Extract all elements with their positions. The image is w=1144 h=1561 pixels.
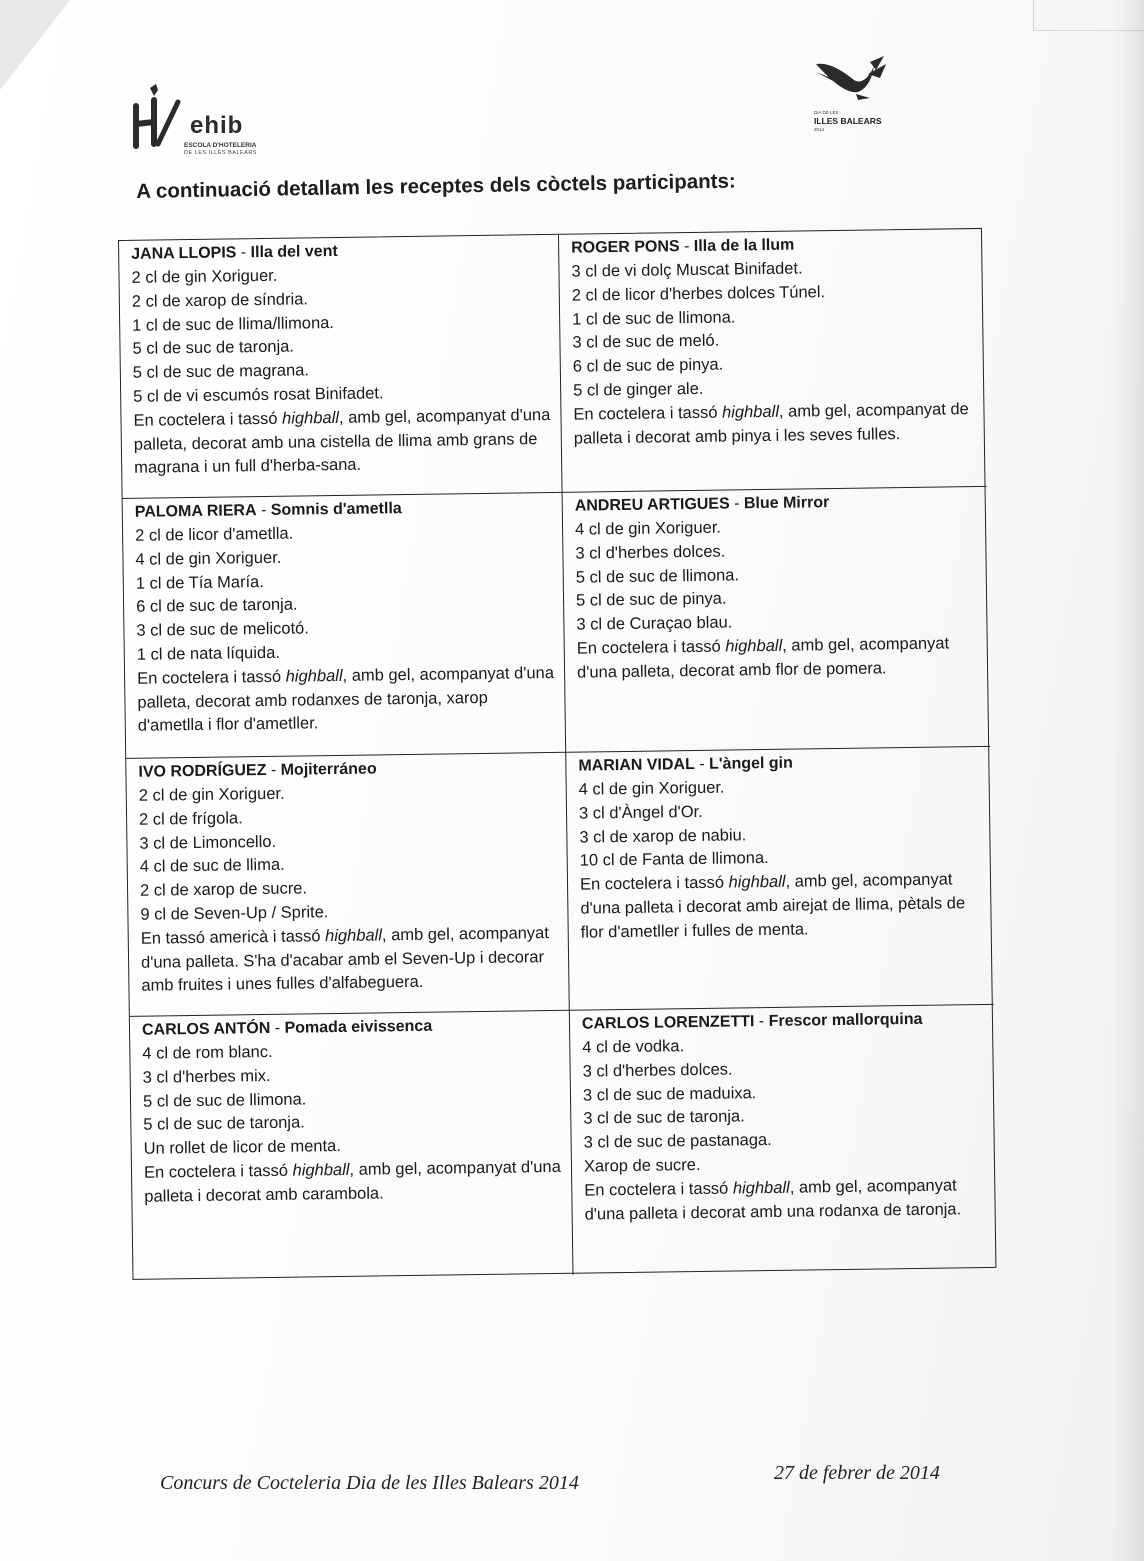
- ingredient-line: 5 cl de suc de pinya.: [575, 589, 727, 611]
- intro-heading: A continuació detallam les receptes dels còctels participants:: [136, 169, 736, 203]
- title-separator: -: [754, 1012, 769, 1031]
- ingredient-line: 6 cl de suc de taronja.: [136, 595, 298, 617]
- ingredient-line: 10 cl de Fanta de llimona.: [579, 849, 769, 871]
- ingredient-line: 5 cl de suc de magrana.: [132, 361, 310, 382]
- recipe-title: [582, 1009, 984, 1035]
- ehib-line-2: DE LES ILLES BALEARS: [184, 150, 257, 156]
- ingredient-line: 2 cl de gin Xoriguer.: [138, 784, 285, 805]
- folded-corner: [0, 0, 70, 90]
- ingredient-line: 4 cl de gin Xoriguer.: [578, 778, 725, 799]
- ingredient-line: 2 cl de licor d'ametlla.: [135, 524, 294, 545]
- recipe-author: ANDREU ARTIGUES: [574, 495, 730, 515]
- ingredient-line: 2 cl de licor d'herbes dolces Túnel.: [571, 282, 826, 305]
- recipe-cocktail-name: Illa de la llum: [693, 236, 795, 255]
- recipe-author: IVO RODRÍGUEZ: [138, 761, 267, 781]
- ingredient-line: 2 cl de xarop de síndria.: [131, 290, 309, 311]
- method-text: En coctelera i tassó: [133, 409, 283, 430]
- recipe-cocktail-name: Pomada eivissenca: [284, 1017, 433, 1037]
- ingredient-line: 3 cl de vi dolç Muscat Binifadet.: [571, 259, 803, 281]
- method-text: En coctelera i tassó: [136, 667, 286, 688]
- ingredient-line: 3 cl d'herbes dolces.: [582, 1060, 733, 1081]
- method-text-cont: , amb gel, acompanyat d'una palleta. S'ha d'acabar amb el Seven-Up i decorar amb fruites i unes fulles d'alfabeguera.: [140, 923, 549, 996]
- recipe-cocktail-name: Blue Mirror: [743, 494, 830, 513]
- ingredient-line: 3 cl de Limoncello.: [139, 832, 277, 853]
- title-separator: -: [729, 495, 745, 513]
- method-text-cont: , amb gel, acompanyat d'una palleta, decorat amb rodanxes de taronja, xarop d'ametlla i flor d'ametller.: [137, 663, 555, 736]
- ehib-mark-icon: [128, 84, 188, 154]
- title-separator: -: [694, 755, 710, 773]
- method-text-cont: , amb gel, acompanyat de palleta i decorat amb pinya i les seves fulles.: [573, 399, 969, 448]
- recipe-title: [575, 491, 977, 517]
- ingredient-line: 1 cl de suc de llima/llimona.: [132, 313, 335, 335]
- ehib-line-1: ESCOLA D'HOTELERIA: [184, 142, 257, 149]
- event-logo-name: ILLES BALEARS: [814, 116, 882, 126]
- recipe-cell: [559, 229, 987, 493]
- illes-balears-logo: [806, 54, 906, 144]
- method-text-cont: , amb gel, acompanyat d'una palleta i decorat amb carambola.: [144, 1157, 561, 1206]
- glass-type: highball: [285, 666, 343, 686]
- recipe-method: [584, 1174, 987, 1227]
- ingredient-line: 6 cl de suc de pinya.: [572, 355, 724, 376]
- ingredient-line: 3 cl de suc de taronja.: [583, 1107, 745, 1128]
- ingredient-line: 3 cl de suc de meló.: [572, 332, 720, 353]
- recipe-cell: [119, 235, 563, 499]
- recipe-author: ROGER PONS: [571, 238, 680, 257]
- recipe-method: [573, 398, 976, 451]
- method-text: En coctelera i tassó: [584, 1179, 734, 1200]
- ingredient-line: 4 cl de rom blanc.: [142, 1042, 273, 1063]
- glass-type: highball: [721, 402, 780, 422]
- ingredient-line: 1 cl de nata líquida.: [136, 643, 281, 664]
- ingredient-line: 4 cl de gin Xoriguer.: [135, 548, 282, 569]
- ingredient-line: Xarop de sucre.: [583, 1155, 701, 1176]
- ingredient-line: 2 cl de frígola.: [138, 809, 243, 829]
- recipe-cocktail-name: Illa del vent: [250, 242, 338, 262]
- recipe-cocktail-name: Somnis d'ametlla: [270, 500, 402, 519]
- ingredient-line: 3 cl de Curaçao blau.: [576, 613, 733, 634]
- page-shadow-edge: [1108, 0, 1144, 1561]
- recipe-author: CARLOS LORENZETTI: [581, 1013, 755, 1033]
- title-separator: -: [266, 761, 281, 779]
- recipe-author: PALOMA RIERA: [134, 502, 257, 521]
- event-logo-small: DIA DE LES: [814, 110, 839, 115]
- recipe-author: CARLOS ANTÓN: [141, 1019, 271, 1039]
- ingredient-line: 3 cl de suc de melicotó.: [136, 619, 309, 640]
- title-separator: -: [679, 237, 694, 256]
- recipe-cell: [130, 1011, 574, 1281]
- method-text: En coctelera i tassó: [576, 637, 726, 658]
- ingredient-line: 3 cl d'Àngel d'Or.: [578, 802, 703, 823]
- ingredient-line: 3 cl de suc de pastanaga.: [583, 1131, 772, 1152]
- title-separator: -: [270, 1019, 285, 1037]
- recipe-cell: [126, 753, 570, 1017]
- glass-type: highball: [732, 1178, 790, 1198]
- ingredient-line: 5 cl de suc de taronja.: [132, 337, 295, 359]
- method-text: En coctelera i tassó: [579, 873, 729, 894]
- ehib-name: ehib: [190, 112, 244, 139]
- recipe-cell: [566, 747, 994, 1011]
- feather-wave-icon: [810, 54, 890, 106]
- recipe-method: [580, 868, 983, 945]
- method-text-cont: , amb gel, acompanyat d'una palleta i decorat amb una rodanxa de taronja.: [584, 1176, 962, 1224]
- ingredient-line: 5 cl de ginger ale.: [573, 379, 704, 400]
- method-text: En coctelera i tassó: [143, 1161, 293, 1182]
- recipe-cocktail-name: L'àngel gin: [708, 754, 793, 773]
- event-logo-year: 2014: [814, 127, 825, 132]
- ingredient-line: 5 cl de suc de llimona.: [575, 565, 740, 587]
- method-text-cont: , amb gel, acompanyat d'una palleta i decorat amb airejat de llima, pètals de flor d'ametller i fulles de menta.: [580, 870, 966, 942]
- recipe-method: [133, 404, 551, 481]
- ingredient-line: 2 cl de xarop de sucre.: [139, 879, 308, 900]
- recipe-table-wrapper: [118, 228, 996, 1280]
- method-text: En tassó americà i tassó: [140, 926, 326, 948]
- glass-type: highball: [281, 408, 340, 428]
- recipe-method: [144, 1156, 562, 1209]
- recipe-method: [577, 632, 980, 685]
- method-text-cont: , amb gel, acompanyat d'una palleta, decorat amb una cistella de llima amb grans de magrana i un full d'herba-sana.: [133, 405, 551, 478]
- ingredient-line: 5 cl de vi escumós rosat Binifadet.: [133, 384, 384, 406]
- ingredient-line: 5 cl de suc de llimona.: [142, 1090, 307, 1111]
- recipe-cell: [123, 493, 567, 759]
- ingredient-line: 3 cl d'herbes mix.: [142, 1066, 271, 1087]
- footer-date: 27 de febrer de 2014: [774, 1462, 940, 1484]
- method-text: En coctelera i tassó: [573, 403, 723, 424]
- ehib-logo: [128, 84, 288, 164]
- method-text-cont: , amb gel, acompanyat d'una palleta, decorat amb flor de pomera.: [576, 634, 950, 682]
- ingredient-line: 2 cl de gin Xoriguer.: [131, 266, 278, 287]
- glass-type: highball: [728, 872, 786, 892]
- ingredient-line: 1 cl de Tía María.: [135, 572, 265, 593]
- glass-type: highball: [324, 926, 383, 945]
- title-separator: -: [236, 244, 251, 262]
- recipe-method: [141, 922, 559, 999]
- recipe-table: [118, 228, 996, 1280]
- footer-event: Concurs de Cocteleria Dia de les Illes Balears 2014: [160, 1472, 579, 1494]
- recipe-author: JANA LLOPIS: [131, 244, 237, 263]
- title-separator: -: [256, 501, 271, 520]
- ingredient-line: Un rollet de licor de menta.: [143, 1137, 341, 1158]
- ingredient-line: 3 cl de xarop de nabiu.: [579, 825, 747, 847]
- ingredient-line: 9 cl de Seven-Up / Sprite.: [140, 903, 329, 924]
- ingredient-line: 3 cl d'herbes dolces.: [575, 542, 726, 563]
- recipe-title: [578, 751, 980, 777]
- ingredient-line: 4 cl de gin Xoriguer.: [574, 518, 722, 539]
- ingredient-line: 4 cl de suc de llima.: [139, 856, 285, 877]
- recipe-cell: [570, 1005, 998, 1275]
- ingredient-line: 4 cl de vodka.: [582, 1037, 685, 1057]
- ingredient-line: 5 cl de suc de taronja.: [143, 1113, 305, 1135]
- ingredient-line: 1 cl de suc de llimona.: [572, 307, 736, 329]
- recipe-method: [137, 662, 555, 739]
- recipe-title: [571, 233, 973, 259]
- recipe-cocktail-name: Frescor mallorquina: [768, 1010, 923, 1030]
- glass-type: highball: [292, 1160, 350, 1180]
- recipe-author: MARIAN VIDAL: [578, 755, 695, 775]
- glass-type: highball: [725, 636, 783, 656]
- recipe-cell: [563, 487, 991, 753]
- recipe-cocktail-name: Mojiterráneo: [280, 760, 377, 779]
- ingredient-line: 3 cl de suc de maduixa.: [582, 1083, 757, 1105]
